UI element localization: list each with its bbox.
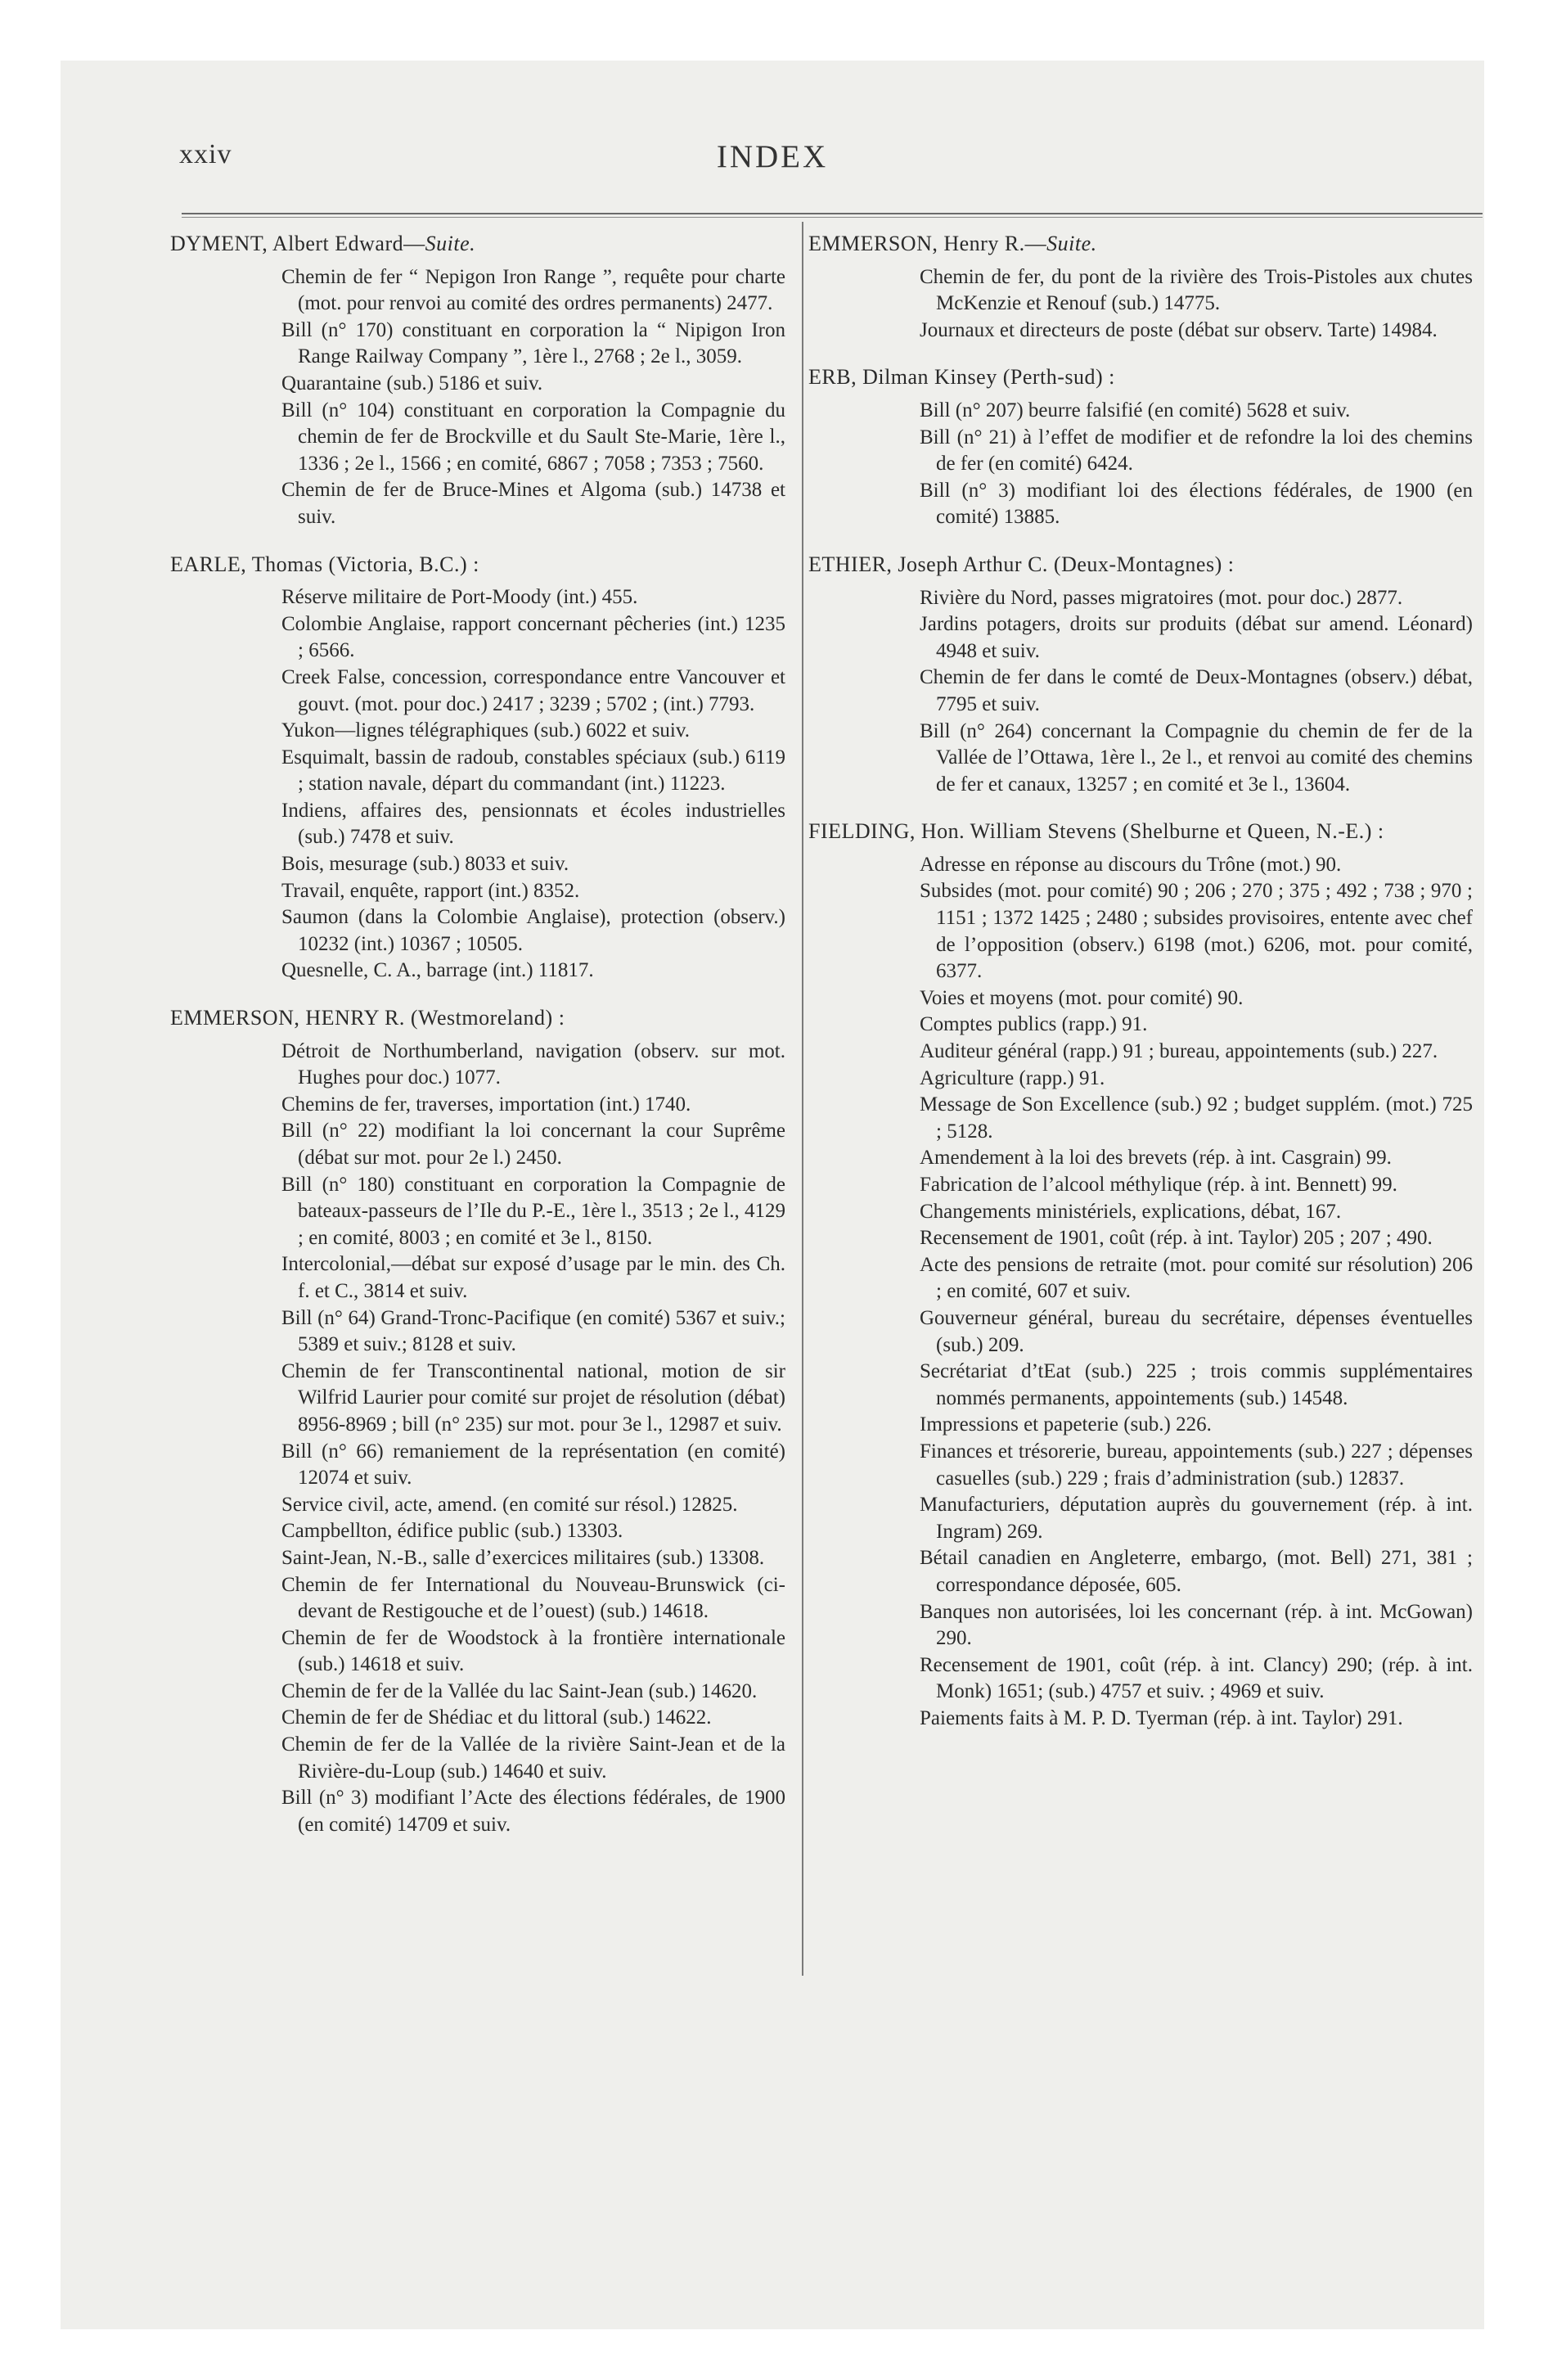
entry-name: EMMERSON, HENRY R. (Westmoreland) :	[170, 1006, 565, 1030]
index-item: Bill (n° 22) modifiant la loi concernant la cour Suprême (débat sur mot. pour 2e l.) 2450.	[281, 1120, 785, 1169]
index-entry	[808, 818, 1473, 1732]
index-item: Chemins de fer, traverses, importation (int.) 1740.	[281, 1093, 691, 1116]
index-item: Finances et trésorerie, bureau, appointements (sub.) 227 ; dépenses casuelles (sub.) 229 ; frais d’administration (sub.) 12837.	[920, 1440, 1473, 1490]
entry-items	[170, 584, 785, 985]
index-item: Colombie Anglaise, rapport concernant pêcheries (int.) 1235 ; 6566.	[281, 612, 785, 662]
entry-heading	[170, 1005, 785, 1032]
index-item: Chemin de fer “ Nepigon Iron Range ”, requête pour charte (mot. pour renvoi au comité des ordres permanents) 2477.	[281, 265, 785, 315]
header-rule	[182, 213, 1483, 218]
page-number: xxiv	[179, 139, 232, 169]
entry-heading	[808, 818, 1473, 845]
index-item: Journaux et directeurs de poste (débat sur observ. Tarte) 14984.	[920, 318, 1438, 341]
index-item: Acte des pensions de retraite (mot. pour comité sur résolution) 206 ; en comité, 607 et suiv.	[920, 1253, 1473, 1303]
entry-heading	[170, 552, 785, 579]
index-item: Rivière du Nord, passes migratoires (mot. pour doc.) 2877.	[920, 586, 1403, 609]
entry-items	[170, 1039, 785, 1839]
index-item: Chemin de fer dans le comté de Deux-Montagnes (observ.) débat, 7795 et suiv.	[920, 666, 1473, 715]
index-item: Chemin de fer de la Vallée du lac Saint-Jean (sub.) 14620.	[281, 1679, 758, 1702]
entry-heading	[808, 231, 1473, 258]
index-item: Bois, mesurage (sub.) 8033 et suiv.	[281, 853, 569, 876]
index-item: Quarantaine (sub.) 5186 et suiv.	[281, 372, 543, 394]
index-item: Chemin de fer International du Nouveau-Brunswick (ci-devant de Restigouche et de l’ouest) (sub.) 14618.	[281, 1573, 785, 1623]
page-title: INDEX	[716, 139, 829, 174]
index-entry	[808, 552, 1473, 798]
index-item: Bill (n° 180) constituant en corporation la Compagnie de bateaux-passeurs de l’Ile du P.-E., 1ère l., 3513 ; 2e l., 4129 ; en comité, 8003 ; en comité et 3e l., 8150.	[281, 1173, 785, 1249]
right-column	[808, 231, 1473, 1752]
left-column	[170, 231, 785, 1859]
entry-items	[170, 264, 785, 531]
index-item: Bill (n° 170) constituant en corporation la “ Nipigon Iron Range Railway Company ”, 1ère l., 2768 ; 2e l., 3059.	[281, 318, 785, 368]
index-item: Secrétariat d’tEat (sub.) 225 ; trois commis supplémentaires nommés permanents, appointements (sub.) 14548.	[920, 1360, 1473, 1409]
index-item: Chemin de fer de Shédiac et du littoral (sub.) 14622.	[281, 1706, 712, 1729]
index-item: Jardins potagers, droits sur produits (débat sur amend. Léonard) 4948 et suiv.	[920, 613, 1473, 662]
index-item: Service civil, acte, amend. (en comité sur résol.) 12825.	[281, 1493, 738, 1516]
index-item: Bill (n° 3) modifiant loi des élections fédérales, de 1900 (en comité) 13885.	[920, 479, 1473, 529]
index-item: Esquimalt, bassin de radoub, constables spéciaux (sub.) 6119 ; station navale, départ du commandant (int.) 11223.	[281, 746, 785, 796]
entry-items	[808, 585, 1473, 799]
index-item: Intercolonial,—débat sur exposé d’usage par le min. des Ch. f. et C., 3814 et suiv.	[281, 1253, 785, 1302]
entry-suite: Suite.	[1046, 232, 1097, 255]
index-entry	[170, 231, 785, 531]
index-item: Quesnelle, C. A., barrage (int.) 11817.	[281, 959, 594, 982]
entry-heading	[170, 231, 785, 258]
index-item: Chemin de fer Transcontinental national, motion de sir Wilfrid Laurier pour comité sur projet de résolution (débat) 8956-8969 ; bill (n° 235) sur mot. pour 3e l., 12987 et suiv.	[281, 1359, 785, 1436]
index-item: Bill (n° 264) concernant la Compagnie du chemin de fer de la Vallée de l’Ottawa, 1ère l., 2e l., et renvoi au comité des chemins de fer et canaux, 13257 ; en comité et 3e l., 13604.	[920, 719, 1473, 796]
index-item: Réserve militaire de Port-Moody (int.) 455.	[281, 586, 638, 609]
index-item: Creek False, concession, correspondance entre Vancouver et gouvt. (mot. pour doc.) 2417 ; 3239 ; 5702 ; (int.) 7793.	[281, 665, 785, 715]
index-item: Yukon—lignes télégraphiques (sub.) 6022 et suiv.	[281, 719, 690, 742]
entry-items	[808, 398, 1473, 531]
index-entry	[170, 1005, 785, 1838]
index-item: Travail, enquête, rapport (int.) 8352.	[281, 879, 580, 902]
entry-name: FIELDING, Hon. William Stevens (Shelburne et Queen, N.-E.) :	[808, 819, 1384, 844]
column-divider	[802, 222, 803, 1976]
index-entry	[808, 231, 1473, 344]
index-item: Bill (n° 207) beurre falsifié (en comité) 5628 et suiv.	[920, 399, 1351, 421]
index-item: Chemin de fer, du pont de la rivière des Trois-Pistoles aux chutes McKenzie et Renouf (sub.) 14775.	[920, 265, 1473, 315]
index-item: Comptes publics (rapp.) 91.	[920, 1013, 1148, 1036]
index-item: Chemin de fer de Bruce-Mines et Algoma (sub.) 14738 et suiv.	[281, 479, 785, 528]
index-entry	[808, 364, 1473, 531]
index-item: Détroit de Northumberland, navigation (observ. sur mot. Hughes pour doc.) 1077.	[281, 1039, 785, 1089]
entry-name: DYMENT, Albert Edward—	[170, 232, 425, 255]
index-item: Auditeur général (rapp.) 91 ; bureau, appointements (sub.) 227.	[920, 1040, 1438, 1063]
index-item: Recensement de 1901, coût (rép. à int. Clancy) 290; (rép. à int. Monk) 1651; (sub.) 4757 et suiv. ; 4969 et suiv.	[920, 1653, 1473, 1703]
index-item: Voies et moyens (mot. pour comité) 90.	[920, 986, 1244, 1009]
entry-name: EARLE, Thomas (Victoria, B.C.) :	[170, 552, 479, 576]
index-item: Campbellton, édifice public (sub.) 13303.	[281, 1520, 623, 1543]
index-item: Bill (n° 3) modifiant l’Acte des élections fédérales, de 1900 (en comité) 14709 et suiv.	[281, 1787, 785, 1836]
entry-items	[808, 264, 1473, 345]
index-item: Bill (n° 21) à l’effet de modifier et de refondre la loi des chemins de fer (en comité) 6424.	[920, 426, 1473, 476]
entry-heading	[808, 552, 1473, 579]
index-entry	[170, 552, 785, 985]
index-item: Gouverneur général, bureau du secrétaire, dépenses éventuelles (sub.) 209.	[920, 1306, 1473, 1356]
index-item: Chemin de fer de Woodstock à la frontière internationale (sub.) 14618 et suiv.	[281, 1626, 785, 1676]
index-item: Chemin de fer de la Vallée de la rivière Saint-Jean et de la Rivière-du-Loup (sub.) 14640 et suiv.	[281, 1733, 785, 1783]
index-item: Indiens, affaires des, pensionnats et écoles industrielles (sub.) 7478 et suiv.	[281, 799, 785, 849]
index-item: Subsides (mot. pour comité) 90 ; 206 ; 270 ; 375 ; 492 ; 738 ; 970 ; 1151 ; 1372 1425 ; 2480 ; subsides provisoires, entente avec chef de l’opposition (observ.) 6198 (mot.) 6206, mot. pour comité, 6377.	[920, 880, 1473, 983]
entry-name: EMMERSON, Henry R.—	[808, 232, 1047, 255]
entry-suite: Suite.	[425, 232, 476, 255]
index-item: Saumon (dans la Colombie Anglaise), protection (observ.) 10232 (int.) 10367 ; 10505.	[281, 906, 785, 955]
entry-heading	[808, 364, 1473, 391]
index-item: Fabrication de l’alcool méthylique (rép. à int. Bennett) 99.	[920, 1174, 1397, 1196]
index-item: Bétail canadien en Angleterre, embargo, (mot. Bell) 271, 381 ; correspondance déposée, 605.	[920, 1547, 1473, 1596]
index-item: Amendement à la loi des brevets (rép. à int. Casgrain) 99.	[920, 1147, 1392, 1170]
index-item: Message de Son Excellence (sub.) 92 ; budget supplém. (mot.) 725 ; 5128.	[920, 1093, 1473, 1143]
entry-name: ERB, Dilman Kinsey (Perth-sud) :	[808, 365, 1115, 390]
entry-name: ETHIER, Joseph Arthur C. (Deux-Montagnes) :	[808, 552, 1235, 576]
index-item: Bill (n° 64) Grand-Tronc-Pacifique (en comité) 5367 et suiv.; 5389 et suiv.; 8128 et suiv.	[281, 1306, 785, 1356]
index-item: Manufacturiers, députation auprès du gouvernement (rép. à int. Ingram) 269.	[920, 1494, 1473, 1543]
index-item: Changements ministériels, explications, débat, 167.	[920, 1200, 1342, 1223]
index-item: Bill (n° 66) remaniement de la représentation (en comité) 12074 et suiv.	[281, 1440, 785, 1490]
index-item: Banques non autorisées, loi les concernant (rép. à int. McGowan) 290.	[920, 1600, 1473, 1650]
index-item: Bill (n° 104) constituant en corporation la Compagnie du chemin de fer de Brockville et du Sault Ste-Marie, 1ère l., 1336 ; 2e l., 1566 ; en comité, 6867 ; 7058 ; 7353 ; 7560.	[281, 399, 785, 475]
scanned-page	[61, 61, 1484, 2329]
index-item: Agriculture (rapp.) 91.	[920, 1066, 1105, 1089]
index-item: Paiements faits à M. P. D. Tyerman (rép. à int. Taylor) 291.	[920, 1706, 1403, 1729]
index-item: Saint-Jean, N.-B., salle d’exercices militaires (sub.) 13308.	[281, 1546, 765, 1569]
index-item: Recensement de 1901, coût (rép. à int. Taylor) 205 ; 207 ; 490.	[920, 1227, 1433, 1250]
index-item: Adresse en réponse au discours du Trône (mot.) 90.	[920, 853, 1342, 876]
index-item: Impressions et papeterie (sub.) 226.	[920, 1413, 1212, 1436]
entry-items	[808, 852, 1473, 1733]
